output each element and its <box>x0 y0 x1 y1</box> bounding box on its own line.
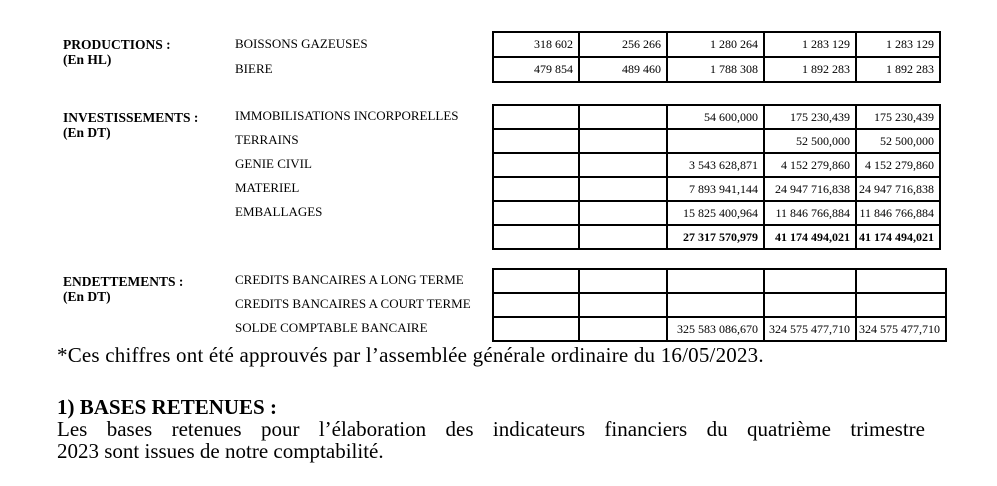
table-row <box>493 32 940 57</box>
section-title: ENDETTEMENTS : <box>63 274 184 289</box>
table-cell <box>493 293 579 317</box>
body-paragraph <box>57 418 925 462</box>
table-cell: 1 280 264 <box>667 32 764 57</box>
row-label: CREDITS BANCAIRES A COURT TERME <box>235 296 471 311</box>
section-productions-header <box>63 37 231 67</box>
row-labels-productions <box>235 31 490 81</box>
section-title: INVESTISSEMENTS : <box>63 110 199 125</box>
table-cell: 324 575 477,710 <box>856 317 946 341</box>
table-cell: 318 602 <box>493 32 579 57</box>
row-label: CREDITS BANCAIRES A LONG TERME <box>235 272 464 287</box>
table-cell <box>579 153 667 177</box>
section-investissements-header <box>63 110 231 140</box>
row-labels-investissements <box>235 104 490 224</box>
table-cell: 4 152 279,860 <box>856 153 940 177</box>
section-unit: (En HL) <box>63 52 112 67</box>
table-cell <box>493 105 579 129</box>
table-cell: 11 846 766,884 <box>856 201 940 225</box>
row-label: SOLDE COMPTABLE BANCAIRE <box>235 320 428 335</box>
table-cell: 7 893 941,144 <box>667 177 764 201</box>
data-table-investissements <box>492 104 941 250</box>
table-row <box>493 317 946 341</box>
table-cell: 4 152 279,860 <box>764 153 856 177</box>
table-cell: 489 460 <box>579 57 667 82</box>
table-row <box>493 269 946 293</box>
row-label: EMBALLAGES <box>235 204 323 219</box>
table-cell <box>764 293 856 317</box>
table-cell <box>493 153 579 177</box>
row-label: TERRAINS <box>235 132 299 147</box>
section-unit: (En DT) <box>63 125 111 140</box>
table-cell: 175 230,439 <box>856 105 940 129</box>
paragraph-line-1: Les bases retenues pour l’élaboration des indicateurs financiers du quatrième trimestre <box>57 417 925 441</box>
row-label: MATERIEL <box>235 180 300 195</box>
table-cell <box>856 293 946 317</box>
row-label: BIERE <box>235 61 273 76</box>
table-cell <box>579 129 667 153</box>
table-cell: 1 892 283 <box>764 57 856 82</box>
bases-retenues-heading: 1) BASES RETENUES : <box>57 395 277 419</box>
table-cell <box>493 201 579 225</box>
table-cell <box>493 129 579 153</box>
table-cell <box>493 225 579 249</box>
table-cell <box>579 293 667 317</box>
table-cell <box>493 177 579 201</box>
table-cell: 479 854 <box>493 57 579 82</box>
table-cell: 1 283 129 <box>764 32 856 57</box>
table-cell: 1 788 308 <box>667 57 764 82</box>
table-cell <box>579 269 667 293</box>
table-row <box>493 153 940 177</box>
table-cell <box>579 105 667 129</box>
table-cell <box>667 129 764 153</box>
table-cell: 24 947 716,838 <box>856 177 940 201</box>
section-title: PRODUCTIONS : <box>63 37 171 52</box>
table-cell: 27 317 570,979 <box>667 225 764 249</box>
table-cell: 52 500,000 <box>764 129 856 153</box>
table-cell: 41 174 494,021 <box>856 225 940 249</box>
table-cell: 256 266 <box>579 32 667 57</box>
table-row <box>493 201 940 225</box>
footnote: *Ces chiffres ont été approuvés par l’assemblée générale ordinaire du 16/05/2023. <box>57 343 764 367</box>
table-cell: 1 892 283 <box>856 57 940 82</box>
table-cell <box>667 269 764 293</box>
row-labels-endettements <box>235 268 490 340</box>
section-unit: (En DT) <box>63 289 111 304</box>
data-table-endettements <box>492 268 947 342</box>
table-row <box>493 177 940 201</box>
table-cell <box>493 269 579 293</box>
row-label: GENIE CIVIL <box>235 156 312 171</box>
table-cell <box>579 201 667 225</box>
table-cell: 41 174 494,021 <box>764 225 856 249</box>
row-label: IMMOBILISATIONS INCORPORELLES <box>235 108 459 123</box>
table-cell <box>667 293 764 317</box>
row-label: BOISSONS GAZEUSES <box>235 36 368 51</box>
table-row <box>493 105 940 129</box>
table-cell <box>493 317 579 341</box>
table-cell: 54 600,000 <box>667 105 764 129</box>
table-cell: 52 500,000 <box>856 129 940 153</box>
table-cell: 15 825 400,964 <box>667 201 764 225</box>
table-cell <box>579 317 667 341</box>
table-cell: 1 283 129 <box>856 32 940 57</box>
table-row <box>493 129 940 153</box>
table-cell: 11 846 766,884 <box>764 201 856 225</box>
table-cell <box>579 225 667 249</box>
table-cell: 3 543 628,871 <box>667 153 764 177</box>
table-row <box>493 293 946 317</box>
table-cell <box>764 269 856 293</box>
table-cell <box>856 269 946 293</box>
table-cell <box>579 177 667 201</box>
table-cell: 325 583 086,670 <box>667 317 764 341</box>
table-cell: 175 230,439 <box>764 105 856 129</box>
data-table-productions <box>492 31 941 83</box>
table-cell: 324 575 477,710 <box>764 317 856 341</box>
paragraph-line-2: 2023 sont issues de notre comptabilité. <box>57 439 384 463</box>
table-cell: 24 947 716,838 <box>764 177 856 201</box>
table-row <box>493 57 940 82</box>
section-endettements-header <box>63 274 231 304</box>
table-row <box>493 225 940 249</box>
